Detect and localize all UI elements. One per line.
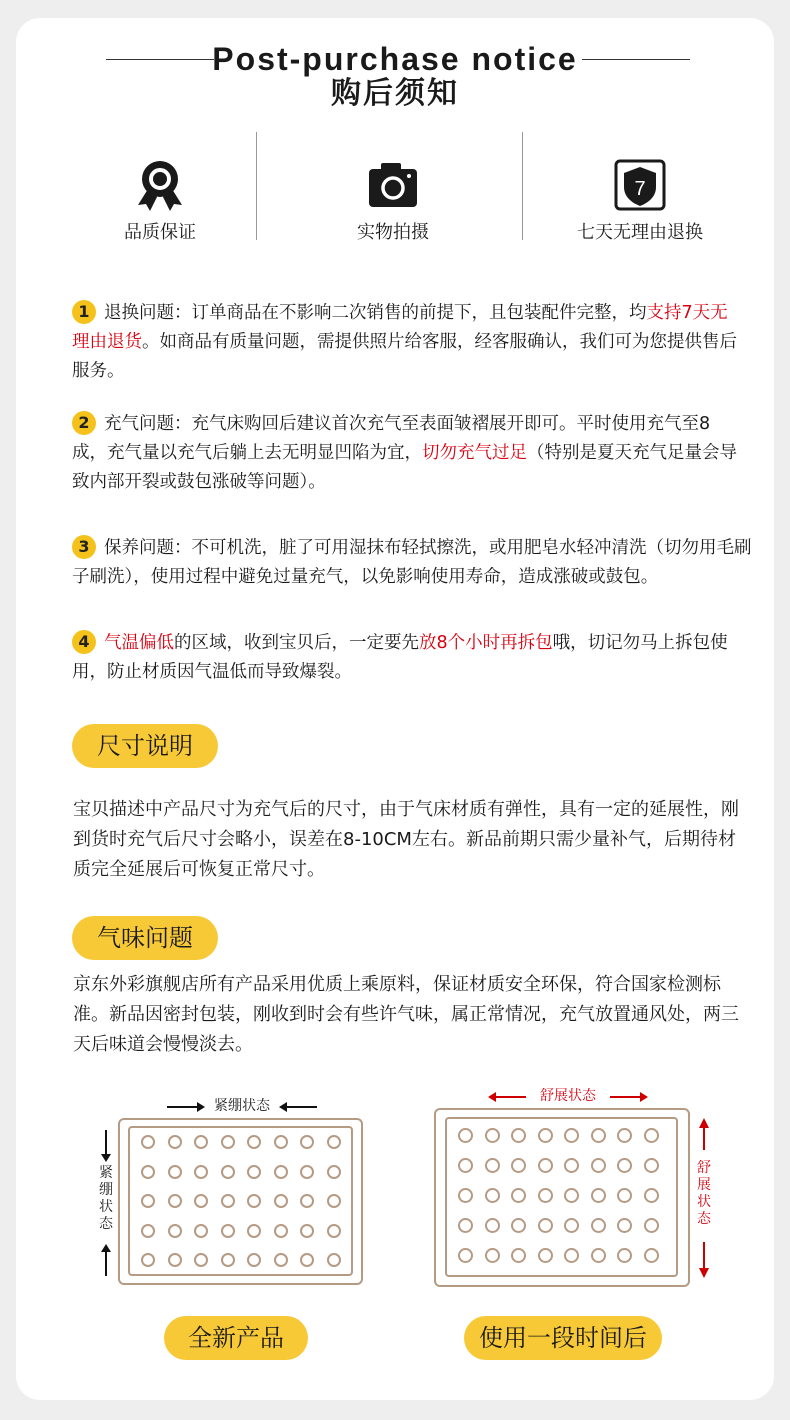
air-cell-icon [617, 1188, 632, 1203]
caption-new-product: 全新产品 [164, 1316, 308, 1360]
notice-text: 。如商品有质量问题，需提供照片给客服，经客服确认，我们可为您提供售后服务。 [72, 332, 737, 381]
air-cell-icon [168, 1135, 182, 1149]
air-cell-icon [141, 1224, 155, 1238]
feature-divider-2 [522, 132, 523, 240]
air-cell-icon [591, 1158, 606, 1173]
notice-highlight: 切勿充气过足 [422, 443, 527, 463]
notice-item-4 [72, 629, 737, 687]
mattress-inner-frame [445, 1117, 678, 1277]
air-cell-icon [327, 1165, 341, 1179]
air-cell-icon [327, 1253, 341, 1267]
feature-quality [60, 155, 260, 245]
air-cell-icon [247, 1194, 261, 1208]
feature-photo-label: 实物拍摄 [357, 222, 429, 243]
air-cell-icon [274, 1253, 288, 1267]
air-cell-icon [564, 1218, 579, 1233]
air-cell-icon [617, 1128, 632, 1143]
relaxed-top-label: 舒展状态 [540, 1088, 596, 1104]
air-cell-icon [141, 1165, 155, 1179]
air-cell-icon [458, 1128, 473, 1143]
feature-photo [293, 155, 493, 245]
air-cell-icon [617, 1158, 632, 1173]
air-cell-icon [300, 1253, 314, 1267]
air-cell-icon [300, 1165, 314, 1179]
smell-heading: 气味问题 [72, 916, 218, 960]
air-cell-icon [538, 1218, 553, 1233]
air-cell-icon [247, 1165, 261, 1179]
air-cell-icon [327, 1224, 341, 1238]
air-cell-icon [194, 1165, 208, 1179]
air-cell-icon [168, 1224, 182, 1238]
air-cell-icon [194, 1253, 208, 1267]
air-cell-icon [644, 1158, 659, 1173]
air-cell-icon [274, 1165, 288, 1179]
page-title-cn: 购后须知 [331, 76, 459, 111]
size-text: 宝贝描述中产品尺寸为充气后的尺寸，由于气床材质有弹性，具有一定的延展性，刚到货时充气后尺寸会略小，误差在8-10CM左右。新品前期只需少量补气，后期待材质完全延展后可恢复正常尺寸。 [73, 799, 739, 880]
air-cell-icon [511, 1248, 526, 1263]
notice-text: （特别是夏天充气足量会导致内部开裂或鼓包涨破等问题）。 [72, 443, 737, 492]
caption-after-use: 使用一段时间后 [464, 1316, 662, 1360]
mattress-inner-frame [128, 1126, 353, 1276]
air-cell-icon [564, 1188, 579, 1203]
air-cell-icon [221, 1253, 235, 1267]
notice-highlight: 放8个小时再拆包 [419, 633, 553, 653]
air-cell-icon [194, 1224, 208, 1238]
air-cell-icon [274, 1135, 288, 1149]
air-cell-icon [644, 1248, 659, 1263]
feature-quality-label: 品质保证 [124, 222, 196, 243]
notice-item-3 [72, 534, 757, 592]
air-cell-icon [564, 1128, 579, 1143]
air-cell-icon [300, 1224, 314, 1238]
air-cell-icon [644, 1218, 659, 1233]
air-cell-icon [327, 1135, 341, 1149]
quality-badge-icon [60, 155, 260, 215]
notice-number: 3 [72, 535, 96, 559]
air-cell-icon [141, 1194, 155, 1208]
air-cell-icon [458, 1248, 473, 1263]
tight-top-label: 紧绷状态 [214, 1098, 270, 1114]
air-cell-icon [221, 1135, 235, 1149]
air-cell-icon [644, 1188, 659, 1203]
air-cell-icon [591, 1128, 606, 1143]
air-cell-icon [327, 1194, 341, 1208]
notice-highlight: 支持7天无理由退货 [72, 303, 728, 352]
size-heading: 尺寸说明 [72, 724, 218, 768]
air-cell-icon [221, 1194, 235, 1208]
air-cell-icon [511, 1158, 526, 1173]
air-cell-icon [247, 1224, 261, 1238]
air-cell-icon [141, 1253, 155, 1267]
notice-text: 哦，切记勿马上拆包使用，防止材质因气温低而导致爆裂。 [72, 633, 728, 682]
air-cell-icon [247, 1135, 261, 1149]
air-cell-icon [458, 1188, 473, 1203]
notice-text: 充气问题：充气床购回后建议首次充气至表面皱褶展开即可。平时使用充气至8成，充气量以充气后躺上去无明显凹陷为宜， [72, 414, 711, 463]
air-cell-icon [247, 1253, 261, 1267]
air-cell-icon [221, 1224, 235, 1238]
air-cell-icon [168, 1194, 182, 1208]
feature-return [540, 155, 740, 245]
air-cell-icon [485, 1248, 500, 1263]
air-mattress-tight [118, 1118, 363, 1285]
svg-text:7: 7 [634, 178, 646, 200]
air-cell-icon [617, 1248, 632, 1263]
air-cell-icon [564, 1248, 579, 1263]
air-cell-icon [300, 1194, 314, 1208]
air-cell-icon [538, 1188, 553, 1203]
notice-highlight: 气温偏低 [104, 633, 174, 653]
notice-text: 的区域，收到宝贝后，一定要先 [174, 633, 419, 653]
air-mattress-relaxed [434, 1108, 690, 1287]
air-cell-icon [538, 1248, 553, 1263]
smell-text: 京东外彩旗舰店所有产品采用优质上乘原料，保证材质安全环保，符合国家检测标准。新品因密封包装，刚收到时会有些许气味，属正常情况，充气放置通风处，两三天后味道会慢慢淡去。 [73, 974, 739, 1055]
air-cell-icon [300, 1135, 314, 1149]
air-cell-icon [274, 1224, 288, 1238]
air-cell-icon [485, 1188, 500, 1203]
notice-text: 保养问题：不可机洗，脏了可用湿抹布轻拭擦洗，或用肥皂水轻冲清洗（切勿用毛刷子刷洗），使用过程中避免过量充气，以免影响使用寿命，造成涨破或鼓包。 [72, 538, 752, 587]
notice-number: 2 [72, 411, 96, 435]
air-cell-icon [485, 1158, 500, 1173]
air-cell-icon [511, 1188, 526, 1203]
air-cell-icon [644, 1128, 659, 1143]
air-cell-icon [511, 1218, 526, 1233]
air-cell-icon [141, 1135, 155, 1149]
air-cell-icon [458, 1158, 473, 1173]
air-cell-icon [511, 1128, 526, 1143]
air-cell-icon [485, 1218, 500, 1233]
air-cell-icon [617, 1218, 632, 1233]
notice-number: 1 [72, 300, 96, 324]
air-cell-icon [538, 1128, 553, 1143]
air-cell-icon [221, 1165, 235, 1179]
feature-return-label: 七天无理由退换 [577, 222, 703, 243]
air-cell-icon [458, 1218, 473, 1233]
relaxed-side-label: 舒 展 状 态 [697, 1160, 711, 1227]
air-cell-icon [194, 1194, 208, 1208]
air-cell-icon [168, 1253, 182, 1267]
air-cell-icon [591, 1248, 606, 1263]
air-cell-icon [591, 1188, 606, 1203]
notice-item-1 [72, 299, 737, 386]
air-cell-icon [194, 1135, 208, 1149]
tight-side-label: 紧 绷 状 态 [99, 1165, 113, 1232]
air-cell-icon [485, 1128, 500, 1143]
air-cell-icon [564, 1158, 579, 1173]
shield-seven-icon [540, 155, 740, 215]
air-cell-icon [591, 1218, 606, 1233]
notice-item-2 [72, 410, 737, 497]
air-cell-icon [538, 1158, 553, 1173]
camera-icon [293, 155, 493, 215]
air-cell-icon [274, 1194, 288, 1208]
air-cell-icon [168, 1165, 182, 1179]
notice-number: 4 [72, 630, 96, 654]
notice-text: 退换问题：订单商品在不影响二次销售的前提下，且包装配件完整，均 [104, 303, 647, 323]
page-title-en: Post-purchase notice [212, 41, 578, 77]
